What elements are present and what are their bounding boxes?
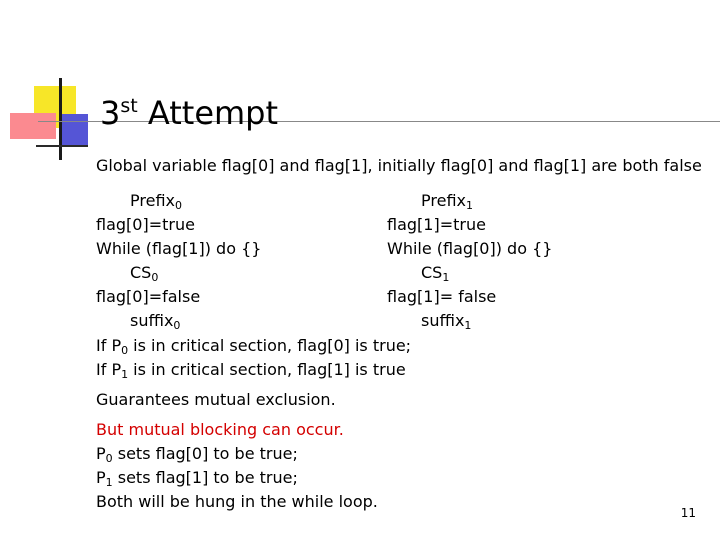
p1-cs-text: CS (421, 263, 443, 282)
blocking-warning: But mutual blocking can occur. (96, 420, 344, 439)
p0-prefix-text: Prefix (130, 191, 175, 210)
blocking-notes (96, 418, 378, 514)
p0-critical-section (96, 261, 261, 285)
p0-reset-flag: flag[0]=false (96, 287, 201, 306)
critical-section-notes (96, 334, 411, 382)
p1-suffix-sub: 1 (464, 319, 472, 332)
crit-a-pre: If P (96, 336, 122, 355)
p1-prefix-text: Prefix (421, 191, 466, 210)
p0-prefix (96, 189, 261, 213)
decoration-vertical-line (59, 78, 62, 160)
p0-suffix-sub: 0 (173, 319, 181, 332)
p1-prefix-sub: 1 (465, 199, 473, 212)
crit-b-pre: If P (96, 360, 122, 379)
process-1-code (387, 189, 552, 333)
p0-prefix-sub: 0 (174, 199, 182, 212)
blocking-line-p1 (96, 466, 378, 490)
blocking-line-hung: Both will be hung in the while loop. (96, 492, 378, 511)
block-l1-post: sets flag[0] to be true; (112, 444, 298, 463)
blocking-line-p0 (96, 442, 378, 466)
p0-cs-sub: 0 (151, 271, 159, 284)
crit-b-post: is in critical section, flag[1] is true (128, 360, 406, 379)
title-number: 3 (100, 94, 121, 132)
decoration-blue-rect (62, 114, 88, 146)
title-text: Attempt (137, 94, 279, 132)
p0-while-loop: While (flag[1]) do {} (96, 239, 262, 258)
p1-reset-flag: flag[1]= false (387, 287, 497, 306)
p1-set-flag: flag[1]=true (387, 215, 486, 234)
block-l2-pre: P (96, 468, 106, 487)
slide-title (100, 86, 278, 133)
p1-prefix (387, 189, 552, 213)
page-number: 11 (680, 506, 696, 520)
p1-critical-section (387, 261, 552, 285)
crit-a-sub: 0 (121, 344, 129, 357)
crit-note-p1 (96, 358, 411, 382)
block-l1-pre: P (96, 444, 106, 463)
block-l1-sub: 0 (105, 452, 113, 465)
p0-suffix-text: suffix (130, 311, 174, 330)
p0-cs-text: CS (130, 263, 152, 282)
p0-set-flag: flag[0]=true (96, 215, 195, 234)
block-l2-post: sets flag[1] to be true; (112, 468, 298, 487)
guarantee-text: Guarantees mutual exclusion. (96, 390, 336, 409)
crit-a-post: is in critical section, flag[0] is true; (128, 336, 412, 355)
block-l2-sub: 1 (105, 476, 113, 489)
p1-suffix-text: suffix (421, 311, 465, 330)
process-0-code (96, 189, 261, 333)
p0-suffix (96, 309, 261, 333)
p1-while-loop: While (flag[0]) do {} (387, 239, 553, 258)
crit-b-sub: 1 (121, 368, 129, 381)
crit-note-p0 (96, 334, 411, 358)
intro-text: Global variable flag[0] and flag[1], initially flag[0] and flag[1] are both false (96, 156, 702, 175)
p1-suffix (387, 309, 552, 333)
decoration-red-rect (10, 113, 56, 139)
decoration-short-line (36, 145, 88, 147)
p1-cs-sub: 1 (442, 271, 450, 284)
title-superscript: st (120, 95, 138, 117)
